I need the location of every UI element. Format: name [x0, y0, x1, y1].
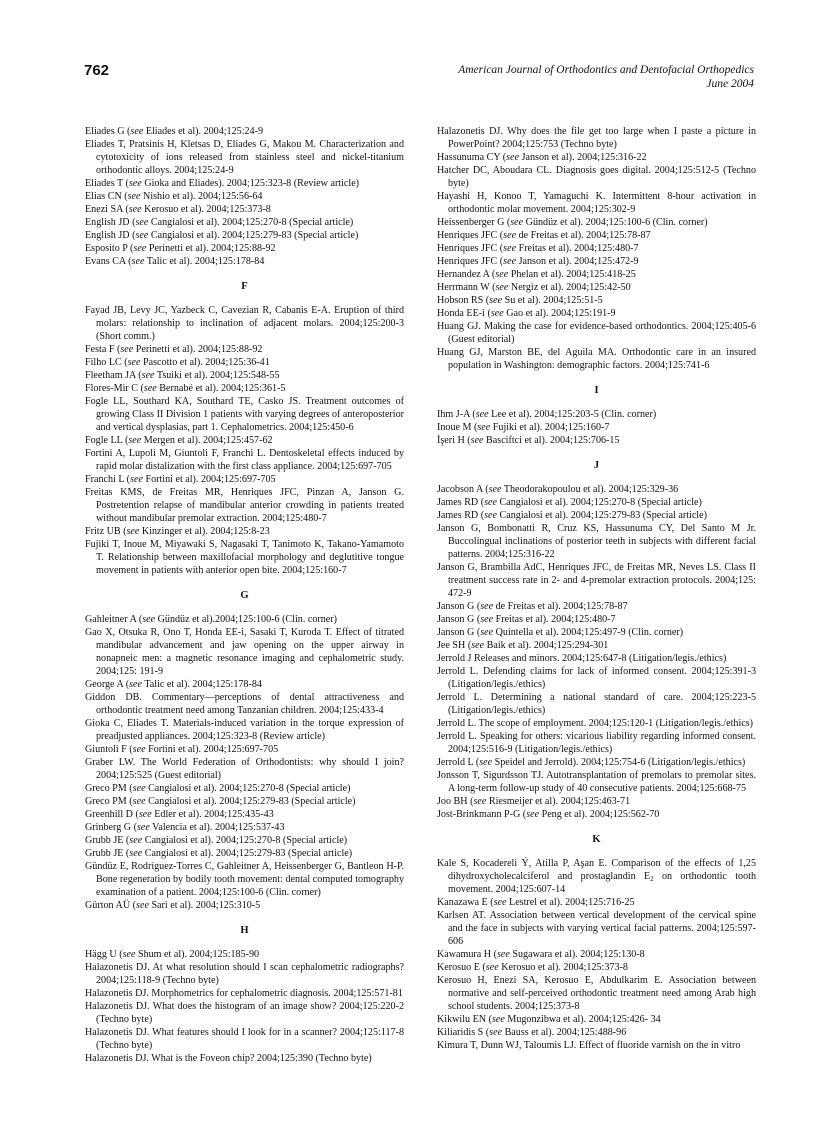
issue-date: June 2004 [706, 78, 754, 90]
entry-text: Valencia et al). 2004;125:537-43 [149, 822, 285, 833]
see-reference-word: see [128, 435, 142, 446]
see-reference-word: see [143, 383, 157, 394]
see-reference-word: see [480, 601, 494, 612]
see-reference-word: see [132, 744, 146, 755]
entry-text: Kerosuo E ( [437, 962, 486, 973]
entry-text: Cangialosi et al). 2004;125:279-83 (Special article) [148, 230, 359, 241]
see-reference-word: see [484, 510, 497, 521]
index-entry [437, 909, 756, 948]
entry-text: Lestrel et al). 2004;125:716-25 [506, 897, 635, 908]
see-reference-word: see [510, 217, 524, 228]
entry-text: Gündüz et al).2004;125:100-6 (Clin. corner) [155, 614, 338, 625]
entry-text: Mergen et al). 2004;125:457-62 [141, 435, 273, 446]
entry-text: Mugonzibwa et al). 2004;125:426- 34 [504, 1014, 661, 1025]
entry-text: English JD ( [85, 230, 136, 241]
entry-text: Freitas KMS, de Freitas MR, Henriques JFC, Pinzan A, Janson G. Postretention relapse of mandibular anterior crowding in patients treated without mandibular premolar extraction. 2004;125:480-7 [85, 487, 404, 524]
see-reference-word: see [126, 526, 140, 537]
index-entry [437, 509, 756, 522]
entry-text: Fogle LL ( [85, 435, 129, 446]
entry-text: Cangialosi et al). 2004;125:270-8 (Special article) [145, 783, 351, 794]
index-entry [437, 346, 756, 372]
entry-text: Grinberg G ( [85, 822, 137, 833]
entry-text: Jerrold L. Speaking for others: vicarious liability regarding informed consent. 2004;125:516-9 (Litigation/legis./ethics) [437, 731, 756, 755]
entry-text: Inoue M ( [437, 422, 478, 433]
index-entry [85, 190, 404, 203]
index-entry [85, 1026, 404, 1052]
see-reference-word: see [131, 256, 145, 267]
journal-title: American Journal of Orthodontics and Dentofacial Orthopedics [458, 64, 754, 76]
see-reference-word: see [495, 282, 509, 293]
entry-text: Hernandez A ( [437, 269, 496, 280]
index-entry [85, 138, 404, 177]
see-reference-word: see [503, 256, 517, 267]
see-reference-word: see [489, 295, 503, 306]
entry-text: Hobson RS ( [437, 295, 490, 306]
entry-text: Nishio et al). 2004;125:56-64 [140, 191, 263, 202]
index-entry [437, 561, 756, 600]
section-letter-heading: I [594, 385, 599, 396]
index-entry [85, 395, 404, 434]
index-entry [85, 473, 404, 486]
index-entry [437, 639, 756, 652]
entry-text: Bernabé et al). 2004;125:361-5 [156, 383, 286, 394]
see-reference-word: see [475, 409, 489, 420]
page-number: 762 [84, 62, 110, 79]
entry-text: James RD ( [437, 510, 485, 521]
entry-text: Hayashi H, Konoo T, Yamaguchi K. Intermittent 8-hour activation in orthodontic molar movement. 2004;125:302-9 [437, 191, 756, 215]
see-reference-word: see [142, 614, 156, 625]
entry-text: Gürton AÜ ( [85, 900, 137, 911]
entry-text: Graber LW. The World Federation of Orthodontists: why should I join? 2004;125:525 (Guest editorial) [85, 757, 404, 781]
entry-text: Halazonetis DJ. Why does the file get too large when I paste a picture in PowerPoint? 2004;125:753 (Techno byte) [437, 126, 756, 150]
index-entry [85, 795, 404, 808]
see-reference-word: see [485, 962, 499, 973]
see-reference-word: see [477, 422, 491, 433]
entry-text: on orthodontic tooth movement. 2004;125:607-14 [448, 871, 756, 895]
entry-text: Halazonetis DJ. What does the histogram of an image show? 2004;125:220-2 (Techno byte) [85, 1001, 404, 1025]
entry-text: Hägg U ( [85, 949, 123, 960]
entry-text: Eliades T ( [85, 178, 129, 189]
entry-text: Tsuiki et al). 2004;125:548-55 [154, 370, 280, 381]
entry-text: Kerosuo H, Enezi SA, Kerosuo E, Abdulkarim E. Association between normative and self-perceived orthodontic treatment need among Arab high school students. 2004;125:373-8 [437, 975, 756, 1012]
index-entry [437, 125, 756, 151]
see-reference-word: see [135, 217, 149, 228]
entry-text: Franchi L ( [85, 474, 131, 485]
section-letter-heading: H [240, 925, 249, 936]
entry-text: Talic et al). 2004;125:178-84 [142, 679, 262, 690]
entry-text: Gioka and Eliades). 2004;125:323-8 (Review article) [141, 178, 360, 189]
see-reference-word: see [495, 269, 509, 280]
section-letter-heading: J [593, 460, 600, 471]
index-entry [85, 678, 404, 691]
entry-text: Janson G ( [437, 627, 481, 638]
index-entry [85, 229, 404, 242]
see-reference-word: see [141, 370, 155, 381]
entry-text: Pascotto et al). 2004;125:36-41 [140, 357, 270, 368]
index-entry [437, 320, 756, 346]
entry-text: Kanazawa E ( [437, 897, 494, 908]
index-entry [437, 717, 756, 730]
see-reference-word: see [488, 484, 502, 495]
entry-text: Fujiki et al). 2004;125:160-7 [490, 422, 610, 433]
entry-text: Sari et al). 2004;125:310-5 [148, 900, 261, 911]
entry-text: Kimura T, Dunn WJ, Taloumis LJ. Effect of fluoride varnish on the in vitro [437, 1040, 741, 1051]
index-entry [437, 795, 756, 808]
see-reference-word: see [129, 679, 142, 690]
index-entry [85, 216, 404, 229]
index-entry [437, 408, 756, 421]
index-entry [85, 125, 404, 138]
index-entry [85, 834, 404, 847]
see-reference-word: see [132, 783, 146, 794]
entry-text: Freitas et al). 2004;125:480-7 [516, 243, 639, 254]
index-entry [85, 447, 404, 473]
see-reference-word: see [473, 796, 487, 807]
see-reference-word: see [490, 308, 504, 319]
index-entry [85, 486, 404, 525]
entry-text: Speidel and Jerrold). 2004;125:754-6 (Litigation/legis./ethics) [492, 757, 746, 768]
index-entry [437, 522, 756, 561]
entry-text: İşeri H ( [437, 435, 471, 446]
entry-text: Talic et al). 2004;125:178-84 [144, 256, 265, 267]
entry-text: Giuntoli F ( [85, 744, 133, 755]
see-reference-word: see [129, 848, 143, 859]
index-entry [85, 1052, 404, 1065]
index-entry [85, 948, 404, 961]
entry-text: Lee et al). 2004;125:203-5 (Clin. corner) [488, 409, 657, 420]
entry-text: Perinetti et al). 2004;125:88-92 [133, 344, 263, 355]
entry-text: Jerrold L. The scope of employment. 2004;125:120-1 (Litigation/legis./ethics) [437, 718, 754, 729]
index-entry [85, 255, 404, 268]
index-entry [437, 164, 756, 190]
entry-text: Greco PM ( [85, 783, 133, 794]
index-entry [437, 496, 756, 509]
index-entry [85, 525, 404, 538]
index-entry [437, 626, 756, 639]
entry-text: Herrmann W ( [437, 282, 496, 293]
index-entry [85, 860, 404, 899]
entry-text: Halazonetis DJ. What features should I look for in a scanner? 2004;125:117-8 (Techno byte) [85, 1027, 404, 1051]
index-entry [85, 717, 404, 743]
entry-text: de Freitas et al). 2004;125:78-87 [516, 230, 651, 241]
entry-text: Jerrold L. Defending claims for lack of informed consent. 2004;125:391-3 (Litigation/legis./ethics) [437, 666, 756, 690]
entry-text: Kale S, Kocadereli Ý, Atilla P, Aşan E. Comparison of the effects of 1,25 dihydroxycholecalciferol and prostaglandin E [437, 858, 756, 882]
entry-text: Nergiz et al). 2004;125:42-50 [508, 282, 631, 293]
index-entry [85, 538, 404, 577]
see-reference-word: see [133, 243, 147, 254]
index-entry [437, 948, 756, 961]
entry-text: Festa F ( [85, 344, 121, 355]
entry-text: Kerosuo et al). 2004;125:373-8 [498, 962, 628, 973]
entry-text: Heissenberger G ( [437, 217, 511, 228]
entry-text: Su et al). 2004;125:51-5 [502, 295, 603, 306]
see-reference-word: see [129, 835, 143, 846]
entry-text: George A ( [85, 679, 130, 690]
index-entry [85, 382, 404, 395]
entry-text: Jerrold J Releases and minors. 2004;125:647-8 (Litigation/legis./ethics) [437, 653, 727, 664]
index-entry [437, 421, 756, 434]
index-entry [437, 190, 756, 216]
entry-text: de Freitas et al). 2004;125:78-87 [493, 601, 628, 612]
see-reference-word: see [128, 204, 142, 215]
entry-text: Hassunuma CY ( [437, 152, 507, 163]
index-entry [85, 691, 404, 717]
entry-text: Fleetham JA ( [85, 370, 142, 381]
entry-text: Cangialosi et al). 2004;125:270-8 (Special article) [148, 217, 354, 228]
entry-text: Quintella et al). 2004;125:497-9 (Clin. corner) [493, 627, 684, 638]
index-entry [437, 857, 756, 896]
see-reference-word: see [480, 614, 494, 625]
entry-text: Peng et al). 2004;125:562-70 [539, 809, 660, 820]
entry-text: Fortini et al). 2004;125:697-705 [142, 474, 276, 485]
entry-text: Halazonetis DJ. At what resolution should I scan cephalometric radiographs? 2004;125:118-9 (Techno byte) [85, 962, 404, 986]
index-entry [85, 343, 404, 356]
see-reference-word: see [127, 191, 141, 202]
entry-text: Phelan et al). 2004;125:418-25 [508, 269, 636, 280]
entry-text: Cangialosi et al). 2004;125:279-83 (Special article) [145, 796, 356, 807]
entry-text: Grubb JE ( [85, 848, 130, 859]
index-entry [437, 1039, 756, 1052]
see-reference-word: see [130, 126, 144, 137]
entry-text: Kerosuo et al). 2004;125:373-8 [141, 204, 271, 215]
index-entry [437, 691, 756, 717]
entry-text: Gündüz E, Rodríguez-Torres C, Gahleitner A, Heissenberger G, Bantleon H-P. Bone regeneration by bodily tooth movement: dental computed tomography examination of a patient. 2004;125:100-6 (Clin. corner) [85, 861, 404, 898]
entry-text: Fortini et al). 2004;125:697-705 [145, 744, 279, 755]
see-reference-word: see [120, 344, 134, 355]
entry-text: Grubb JE ( [85, 835, 130, 846]
entry-text: Janson et al). 2004;125:472-9 [516, 256, 639, 267]
index-entry [437, 434, 756, 447]
index-entry [85, 821, 404, 834]
entry-text: Cangialosi et al). 2004;125:270-8 (Special article) [142, 835, 348, 846]
index-entry [437, 307, 756, 320]
index-entry [437, 281, 756, 294]
index-entry [85, 613, 404, 626]
see-reference-word: see [496, 949, 510, 960]
entry-text: Theodorakopoulou et al). 2004;125:329-36 [501, 484, 679, 495]
entry-text: Huang GJ, Marston BE, del Aguila MA. Orthodontic care in an insured population in Washington: demographic factors. 2004;125:741-6 [437, 347, 756, 371]
see-reference-word: see [136, 900, 149, 911]
index-entry [85, 782, 404, 795]
index-entry [85, 177, 404, 190]
index-column-left [85, 125, 404, 1065]
index-column-right [437, 125, 756, 1052]
see-reference-word: see [130, 474, 143, 485]
see-reference-word: see [470, 435, 484, 446]
see-reference-word: see [128, 178, 142, 189]
index-entry [437, 652, 756, 665]
entry-text: Evans CA ( [85, 256, 132, 267]
entry-text: Henriques JFC ( [437, 230, 504, 241]
entry-text: Janson G, Brambilla AdC, Henriques JFC, de Freitas MR, Neves LS. Class II treatment success rate in 2- and 4-premolar extraction protocols. 2004;125: 472-9 [437, 562, 756, 599]
entry-text: Eliades et al). 2004;125:24-9 [143, 126, 264, 137]
entry-text: Freitas et al). 2004;125:480-7 [493, 614, 616, 625]
index-entry [437, 216, 756, 229]
index-entry [85, 961, 404, 987]
index-entry [85, 304, 404, 343]
entry-text: Hatcher DC, Aboudara CL. Diagnosis goes digital. 2004;125:512-5 (Techno byte) [437, 165, 756, 189]
entry-text: Enezi SA ( [85, 204, 129, 215]
see-reference-word: see [479, 757, 493, 768]
see-reference-word: see [138, 809, 152, 820]
see-reference-word: see [471, 640, 485, 651]
index-entry [437, 229, 756, 242]
entry-text: Jonsson T, Sigurdsson TJ. Autotransplantation of premolars to premolar sites. A long-term follow-up study of 40 consecutive patients. 2004;125:668-75 [437, 770, 756, 794]
entry-text: Eliades T, Pratsinis H, Kletsas D, Eliades G, Makou M. Characterization and cytotoxicity of ions released from stainless steel and nickel-titanium orthodontic alloys. 2004;125:24-9 [85, 139, 404, 176]
entry-text: Esposito P ( [85, 243, 134, 254]
entry-text: Halazonetis DJ. Morphometrics for cephalometric diagnosis. 2004;125:571-81 [85, 988, 403, 999]
entry-text: Janson G ( [437, 614, 481, 625]
entry-text: Edler et al). 2004;125:435-43 [151, 809, 274, 820]
index-entry [437, 808, 756, 821]
entry-text: Henriques JFC ( [437, 256, 504, 267]
index-entry [437, 1026, 756, 1039]
entry-text: Jacobson A ( [437, 484, 489, 495]
index-entry [437, 665, 756, 691]
entry-text: Filho LC ( [85, 357, 128, 368]
entry-text: Huang GJ. Making the case for evidence-based orthodontics. 2004;125:405-6 (Guest editorial) [437, 321, 756, 345]
entry-text: Fritz UB ( [85, 526, 127, 537]
entry-text: Giddon DB. Commentary—perceptions of dental attractiveness and orthodontic treatment need among Tanzanian children. 2004;125:433-4 [85, 692, 404, 716]
see-reference-word: see [480, 627, 494, 638]
see-reference-word: see [503, 243, 517, 254]
see-reference-word: see [135, 230, 149, 241]
entry-text: Jee SH ( [437, 640, 472, 651]
index-entry [437, 294, 756, 307]
entry-text: Eliades G ( [85, 126, 131, 137]
index-entry [437, 242, 756, 255]
entry-text: Kawamura H ( [437, 949, 497, 960]
index-entry [85, 356, 404, 369]
see-reference-word: see [122, 949, 136, 960]
entry-text: Greenhill D ( [85, 809, 139, 820]
entry-text: James RD ( [437, 497, 485, 508]
index-entry [85, 847, 404, 860]
index-entry [437, 151, 756, 164]
section-letter-heading: K [592, 834, 601, 845]
entry-text: Gündüz et al). 2004;125:100-6 (Clin. corner) [523, 217, 708, 228]
entry-text: Gioka C, Eliades T. Materials-induced variation in the torque expression of preadjusted appliances. 2004;125:323-8 (Review article) [85, 718, 404, 742]
index-entry [85, 1000, 404, 1026]
index-entry [437, 974, 756, 1013]
entry-text: Kiliaridis S ( [437, 1027, 490, 1038]
entry-text: Fogle LL, Southard KA, Southard TE, Casko JS. Treatment outcomes of growing Class II Division 1 patients with varying degrees of anteroposterior and vertical dysplasias, part 1. Cephalometrics. 2004;125:450-6 [85, 396, 404, 433]
entry-text: Perinetti et al). 2004;125:88-92 [146, 243, 276, 254]
entry-text: Elias CN ( [85, 191, 128, 202]
entry-text: Henriques JFC ( [437, 243, 504, 254]
entry-text: Joo BH ( [437, 796, 474, 807]
index-entry [85, 899, 404, 912]
entry-text: Bauss et al). 2004;125:488-96 [502, 1027, 627, 1038]
see-reference-word: see [503, 230, 517, 241]
entry-text: Sugawara et al). 2004;125:130-8 [509, 949, 645, 960]
entry-text: Janson G ( [437, 601, 481, 612]
index-entry [85, 369, 404, 382]
index-entry [437, 730, 756, 756]
entry-text: Janson G, Bombonatti R, Cruz KS, Hassunuma CY, Del Santo M Jr. Buccolingual inclinations of posterior teeth in subjects with different facial patterns. 2004;125:316-22 [437, 523, 756, 560]
index-entry [437, 896, 756, 909]
index-entry [85, 203, 404, 216]
entry-text: Fortini A, Lupoli M, Giuntoli F, Franchi L. Dentoskeletal effects induced by rapid molar distalization with the first class appliance. 2004;125:697-705 [85, 448, 404, 472]
entry-text: Shum et al). 2004;125:185-90 [135, 949, 260, 960]
see-reference-word: see [491, 1014, 505, 1025]
entry-text: Kinzinger et al). 2004;125:8-23 [139, 526, 270, 537]
entry-text: Greco PM ( [85, 796, 133, 807]
entry-text: Honda EE-i ( [437, 308, 491, 319]
entry-text: Jerrold L. Determining a national standard of care. 2004;125:223-5 (Litigation/legis./ethics) [437, 692, 756, 716]
see-reference-word: see [484, 497, 497, 508]
entry-text: Kikwilu EN ( [437, 1014, 492, 1025]
entry-text: Gao et al). 2004;125:191-9 [503, 308, 616, 319]
index-entry [85, 987, 404, 1000]
entry-text: Janson et al). 2004;125:316-22 [519, 152, 647, 163]
see-reference-word: see [526, 809, 540, 820]
entry-text: Riesmeijer et al). 2004;125:463-71 [486, 796, 631, 807]
entry-text: Cangialosi et al). 2004;125:270-8 (Special article) [497, 497, 702, 508]
index-entry [85, 808, 404, 821]
entry-text: Cangialosi et al). 2004;125:279-83 (Special article) [142, 848, 353, 859]
see-reference-word: see [489, 1027, 503, 1038]
index-entry [437, 961, 756, 974]
index-entry [437, 483, 756, 496]
entry-text: 2 [650, 875, 654, 883]
index-entry [85, 743, 404, 756]
section-letter-heading: F [241, 281, 248, 292]
index-entry [437, 769, 756, 795]
entry-text: Fayad JB, Levy JC, Yazbeck C, Cavezian R, Cabanis E-A. Eruption of third molars: relationship to inclination of adjacent molars. 2004;125:200-3 (Short comm.) [85, 305, 404, 342]
index-entry [437, 268, 756, 281]
index-entry [437, 255, 756, 268]
see-reference-word: see [127, 357, 141, 368]
index-entry [437, 756, 756, 769]
entry-text: Jost-Brinkmann P-G ( [437, 809, 527, 820]
entry-text: Halazonetis DJ. What is the Foveon chip? 2004;125:390 (Techno byte) [85, 1053, 372, 1064]
index-entry [437, 600, 756, 613]
section-letter-heading: G [240, 590, 249, 601]
entry-text: Gahleitner A ( [85, 614, 143, 625]
index-entry [85, 626, 404, 678]
entry-text: Cangialosi et al). 2004;125:279-83 (Special article) [497, 510, 707, 521]
see-reference-word: see [493, 897, 507, 908]
entry-text: Flores-Mir C ( [85, 383, 144, 394]
index-entry [85, 434, 404, 447]
entry-text: English JD ( [85, 217, 136, 228]
entry-text: Jerrold L ( [437, 757, 480, 768]
entry-text: Ihm J-A ( [437, 409, 476, 420]
entry-text: Fujiki T, Inoue M, Miyawaki S, Nagasaki T, Tanimoto K, Takano-Yamamoto T. Relationship between maxillofacial morphology and deglutitive tongue movement in patients with anterior open bite. 2004;125:160-7 [85, 539, 404, 576]
see-reference-word: see [136, 822, 150, 833]
index-entry [437, 1013, 756, 1026]
see-reference-word: see [132, 796, 146, 807]
index-entry [437, 613, 756, 626]
running-header [458, 63, 754, 91]
index-entry [85, 242, 404, 255]
entry-text: Karlsen AT. Association between vertical development of the cervical spine and the face in subjects with varying vertical facial patterns. 2004;125:597-606 [437, 910, 756, 947]
entry-text: Gao X, Otsuka R, Ono T, Honda EE-i, Sasaki T, Kuroda T. Effect of titrated mandibular advancement and jaw opening on the upper airway in nonapneic men: a magnetic resonance imaging and cephalometric study. 2004;125: 191-9 [85, 627, 404, 677]
entry-text: Basciftci et al). 2004;125:706-15 [483, 435, 620, 446]
see-reference-word: see [506, 152, 520, 163]
index-entry [85, 756, 404, 782]
entry-text: Baik et al). 2004;125:294-301 [484, 640, 609, 651]
